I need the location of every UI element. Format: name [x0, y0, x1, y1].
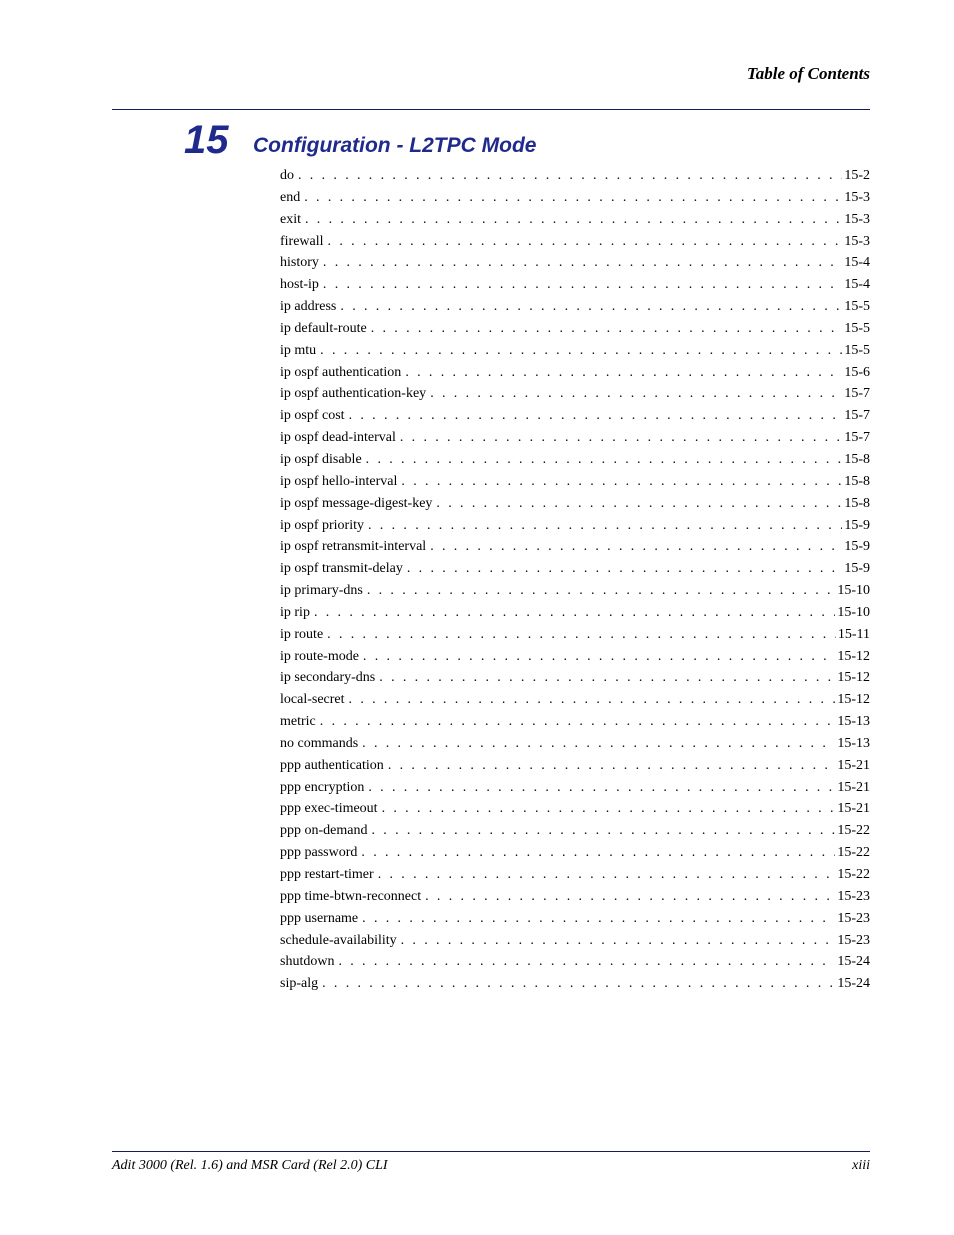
toc-entry-page: 15-9: [844, 517, 870, 533]
toc-dot-leader: [371, 318, 843, 340]
toc-entry-page: 15-3: [844, 189, 870, 205]
toc-entry-page: 15-24: [837, 954, 870, 970]
toc-dot-leader: [362, 908, 835, 930]
toc-entry-page: 15-10: [837, 604, 870, 620]
toc-entry-page: 15-2: [844, 168, 870, 183]
toc-entry[interactable]: [280, 536, 870, 558]
toc-dot-leader: [430, 383, 842, 405]
toc-entry[interactable]: [280, 187, 870, 209]
toc-entry[interactable]: [280, 449, 870, 471]
toc-dot-leader: [322, 973, 835, 995]
toc-entry-page: 15-5: [844, 299, 870, 315]
toc-entry[interactable]: [280, 908, 870, 930]
toc-dot-leader: [363, 646, 835, 668]
toc-dot-leader: [407, 558, 842, 580]
toc-dot-leader: [425, 886, 835, 908]
toc-entry[interactable]: [280, 471, 870, 493]
toc-entry-page: 15-3: [844, 211, 870, 227]
toc-entry-page: 15-23: [837, 888, 870, 904]
toc-entry-label: do: [280, 168, 294, 183]
toc-entry-label: end: [280, 189, 301, 205]
toc-entry-label: ip default-route: [280, 320, 367, 336]
toc-entry-page: 15-21: [837, 801, 870, 817]
toc-dot-leader: [436, 493, 842, 515]
toc-dot-leader: [378, 864, 836, 886]
toc-entry-label: ip route: [280, 626, 324, 642]
toc-entry[interactable]: [280, 711, 870, 733]
toc-entry-page: 15-7: [844, 386, 870, 402]
toc-entry-label: metric: [280, 714, 316, 730]
toc-entry-page: 15-5: [844, 342, 870, 358]
toc-dot-leader: [327, 624, 836, 646]
toc-entry-label: ip ospf authentication: [280, 364, 402, 380]
toc-entry-page: 15-3: [844, 233, 870, 249]
toc-dot-leader: [320, 711, 836, 733]
toc-entry-label: ip ospf transmit-delay: [280, 561, 403, 577]
toc-entry-page: 15-23: [837, 932, 870, 948]
toc-entry-page: 15-4: [844, 255, 870, 271]
toc-entry-page: 15-10: [837, 583, 870, 599]
toc-entry[interactable]: [280, 798, 870, 820]
toc-entry-label: exit: [280, 211, 301, 227]
toc-entry-page: 15-9: [844, 539, 870, 555]
toc-dot-leader: [305, 209, 842, 231]
toc-entry-page: 15-8: [844, 473, 870, 489]
toc-entry[interactable]: [280, 231, 870, 253]
header-title: Table of Contents: [746, 64, 870, 83]
toc-dot-leader: [379, 667, 835, 689]
toc-entry-page: 15-21: [837, 779, 870, 795]
toc-entry-label: ip ospf cost: [280, 408, 345, 424]
toc-dot-leader: [362, 733, 835, 755]
toc-entry[interactable]: [280, 558, 870, 580]
toc-entry[interactable]: [280, 515, 870, 537]
toc-entry-label: sip-alg: [280, 976, 319, 992]
toc-entry-label: ppp restart-timer: [280, 867, 374, 882]
toc-entry[interactable]: [280, 733, 870, 755]
toc-entry-label: ppp username: [280, 910, 359, 926]
toc-entry-label: ip rip: [280, 604, 310, 620]
toc-entry-page: 15-12: [837, 692, 870, 708]
toc-entry-page: 15-24: [837, 976, 870, 992]
toc-dot-leader: [304, 187, 842, 209]
toc-dot-leader: [323, 252, 842, 274]
toc-dot-leader: [366, 449, 843, 471]
toc-entry-page: 15-8: [844, 451, 870, 467]
toc-entry-page: 15-22: [837, 823, 870, 839]
toc-entry-label: ip ospf authentication-key: [280, 386, 427, 402]
toc-entry-page: 15-13: [837, 714, 870, 730]
toc-entry-label: ip ospf priority: [280, 517, 364, 533]
toc-dot-leader: [338, 951, 835, 973]
footer-document-title: Adit 3000 (Rel. 1.6) and MSR Card (Rel 2.0) CLI: [112, 1158, 388, 1173]
toc-entry[interactable]: [280, 646, 870, 668]
toc-entry[interactable]: [280, 209, 870, 231]
footer-divider: [112, 1151, 870, 1152]
toc-entry-label: ip ospf hello-interval: [280, 473, 398, 489]
toc-dot-leader: [368, 777, 835, 799]
chapter-number: 15: [184, 118, 229, 162]
toc-entry-label: ip address: [280, 299, 337, 315]
toc-dot-leader: [401, 930, 836, 952]
toc-entry-label: schedule-availability: [280, 932, 397, 948]
toc-dot-leader: [367, 580, 836, 602]
toc-entry-label: ppp password: [280, 845, 358, 861]
toc-entry-page: 15-12: [837, 648, 870, 664]
toc-entry[interactable]: [280, 777, 870, 799]
toc-entry[interactable]: [280, 602, 870, 624]
toc-entry[interactable]: [280, 362, 870, 384]
toc-dot-leader: [349, 689, 836, 711]
toc-entry-label: ppp time-btwn-reconnect: [280, 888, 422, 904]
toc-entry-label: no commands: [280, 735, 359, 751]
toc-entry-label: ip ospf message-digest-key: [280, 495, 433, 511]
toc-entry-label: ip ospf retransmit-interval: [280, 539, 427, 555]
toc-entry-page: 15-9: [844, 561, 870, 577]
toc-entry[interactable]: [280, 427, 870, 449]
toc-entry-label: shutdown: [280, 954, 335, 970]
toc-entry-page: 15-8: [844, 495, 870, 511]
toc-dot-leader: [405, 362, 842, 384]
toc-dot-leader: [371, 820, 835, 842]
toc-dot-leader: [320, 340, 842, 362]
toc-dot-leader: [340, 296, 842, 318]
toc-dot-leader: [361, 842, 835, 864]
toc-entry-page: 15-5: [844, 320, 870, 336]
toc-entry[interactable]: [280, 383, 870, 405]
toc-entry-label: ppp encryption: [280, 779, 365, 795]
toc-entry-label: ip ospf disable: [280, 451, 362, 467]
toc-entry-label: firewall: [280, 233, 324, 249]
toc-dot-leader: [298, 165, 842, 187]
header-divider: [112, 109, 870, 110]
toc-dot-leader: [400, 427, 842, 449]
toc-dot-leader: [314, 602, 835, 624]
toc-entry[interactable]: [280, 930, 870, 952]
toc-entry-label: history: [280, 255, 319, 271]
toc-dot-leader: [388, 755, 836, 777]
toc-entry[interactable]: [280, 842, 870, 864]
toc-entry-page: 15-11: [837, 626, 870, 642]
toc-entry-label: ip secondary-dns: [280, 670, 376, 686]
toc-list: [280, 165, 870, 995]
toc-entry-page: 15-22: [837, 867, 870, 882]
toc-entry-page: 15-23: [837, 910, 870, 926]
toc-entry[interactable]: [280, 689, 870, 711]
toc-dot-leader: [323, 274, 842, 296]
toc-entry-page: 15-7: [844, 408, 870, 424]
toc-entry[interactable]: [280, 296, 870, 318]
toc-entry-page: 15-21: [837, 757, 870, 773]
toc-entry-label: ppp on-demand: [280, 823, 368, 839]
toc-entry-label: host-ip: [280, 277, 319, 293]
toc-dot-leader: [430, 536, 842, 558]
footer-page-number: xiii: [852, 1158, 870, 1173]
toc-entry[interactable]: [280, 667, 870, 689]
toc-entry-label: ppp exec-timeout: [280, 801, 378, 817]
toc-entry-label: ip ospf dead-interval: [280, 430, 396, 446]
toc-entry[interactable]: [280, 973, 870, 995]
toc-entry-label: ip primary-dns: [280, 583, 363, 599]
toc-entry[interactable]: [280, 165, 870, 187]
toc-dot-leader: [368, 515, 842, 537]
toc-entry[interactable]: [280, 493, 870, 515]
toc-entry[interactable]: [280, 252, 870, 274]
toc-entry-page: 15-6: [844, 364, 870, 380]
toc-entry[interactable]: [280, 755, 870, 777]
chapter-title: Configuration - L2TPC Mode: [253, 134, 537, 157]
toc-entry-label: ip route-mode: [280, 648, 359, 664]
toc-entry[interactable]: [280, 274, 870, 296]
toc-entry[interactable]: [280, 405, 870, 427]
toc-entry[interactable]: [280, 580, 870, 602]
toc-entry-page: 15-7: [844, 430, 870, 446]
toc-dot-leader: [328, 231, 843, 253]
toc-entry[interactable]: [280, 624, 870, 646]
toc-entry[interactable]: [280, 864, 870, 886]
toc-entry[interactable]: [280, 886, 870, 908]
toc-entry[interactable]: [280, 951, 870, 973]
toc-entry-label: local-secret: [280, 692, 345, 708]
toc-entry-page: 15-13: [837, 735, 870, 751]
toc-entry-page: 15-4: [844, 277, 870, 293]
toc-dot-leader: [382, 798, 836, 820]
toc-dot-leader: [401, 471, 842, 493]
toc-entry[interactable]: [280, 340, 870, 362]
toc-entry-page: 15-22: [837, 845, 870, 861]
toc-entry-label: ip mtu: [280, 342, 317, 358]
toc-dot-leader: [349, 405, 843, 427]
toc-entry[interactable]: [280, 318, 870, 340]
toc-entry[interactable]: [280, 820, 870, 842]
toc-entry-label: ppp authentication: [280, 757, 384, 773]
toc-entry-page: 15-12: [837, 670, 870, 686]
